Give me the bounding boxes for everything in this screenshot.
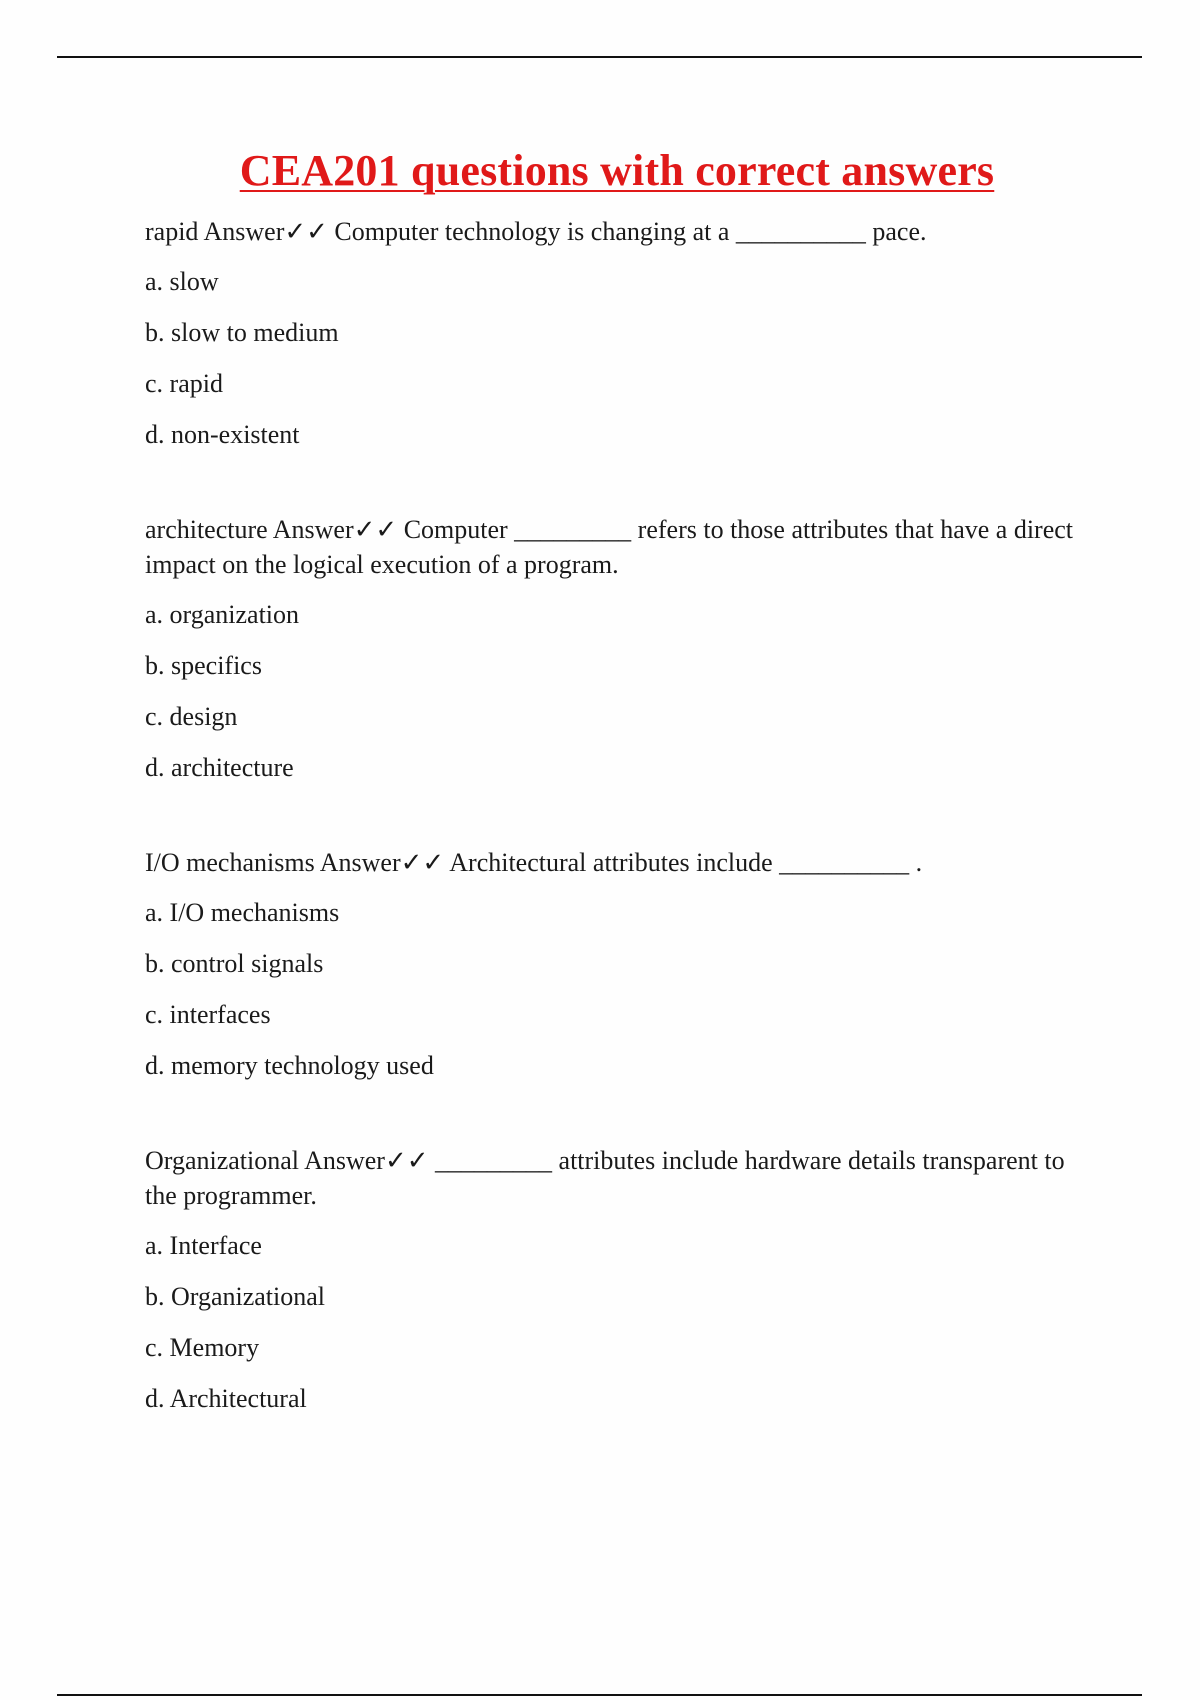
- question-stem: rapid Answer✓✓ Computer technology is changing at a __________ pace.: [145, 217, 927, 246]
- question-stem: architecture Answer✓✓ Computer _________ refers to those attributes that have a direct impact on the logical execution of a program.: [145, 515, 1074, 579]
- question-1: [145, 214, 1090, 452]
- question-3: [145, 845, 1090, 1083]
- footer-rule: [57, 1694, 1142, 1696]
- option-c: c. interfaces: [145, 1000, 271, 1029]
- header-rule: [57, 56, 1142, 58]
- option-a: a. Interface: [145, 1231, 262, 1260]
- option-c: c. rapid: [145, 369, 223, 398]
- option-b: b. specifics: [145, 651, 262, 680]
- option-a: a. slow: [145, 267, 219, 296]
- option-a: a. I/O mechanisms: [145, 898, 340, 927]
- option-b: b. Organizational: [145, 1282, 326, 1311]
- option-d: d. non-existent: [145, 420, 300, 449]
- question-4: [145, 1143, 1090, 1416]
- option-d: d. Architectural: [145, 1384, 307, 1413]
- question-stem: Organizational Answer✓✓ _________ attributes include hardware details transparent to the programmer.: [145, 1146, 1065, 1210]
- option-b: b. slow to medium: [145, 318, 339, 347]
- option-c: c. design: [145, 702, 238, 731]
- document-title: CEA201 questions with correct answers: [239, 146, 995, 195]
- option-a: a. organization: [145, 600, 300, 629]
- option-b: b. control signals: [145, 949, 324, 978]
- option-c: c. Memory: [145, 1333, 260, 1362]
- option-d: d. memory technology used: [145, 1051, 434, 1080]
- question-2: [145, 512, 1090, 785]
- question-list: [145, 214, 1090, 1416]
- question-stem: I/O mechanisms Answer✓✓ Architectural attributes include __________ .: [145, 848, 923, 877]
- option-d: d. architecture: [145, 753, 294, 782]
